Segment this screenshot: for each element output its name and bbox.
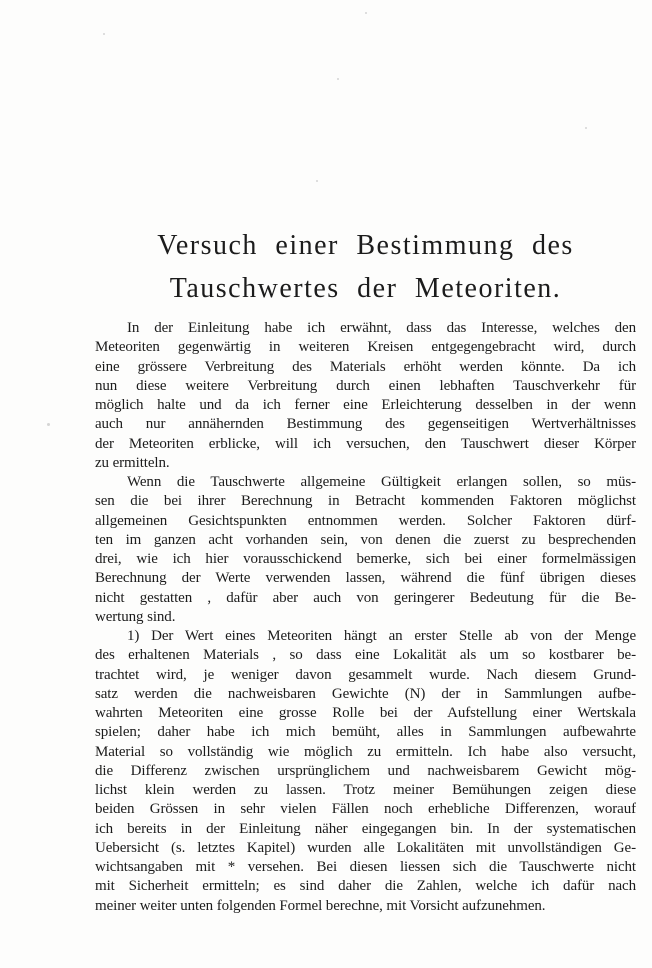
text-line: Meteoriten gegenwärtig in weiteren Kreisen entgegengebracht wird, durch xyxy=(95,339,636,356)
scan-speck xyxy=(316,180,318,182)
text-line: des erhaltenen Materials , so dass eine Lokalität als um so kostbarer be- xyxy=(95,647,636,664)
text-line: In der Einleitung habe ich erwähnt, dass das Interesse, welches den xyxy=(127,320,636,336)
text-line: sen die bei ihrer Berechnung in Betracht kommenden Faktoren möglichst xyxy=(95,493,636,510)
scan-speck xyxy=(337,78,339,80)
text-line: eine grössere Verbreitung des Materials erhöht werden könnte. Da ich xyxy=(95,358,636,375)
text-line: wichtsangaben mit * versehen. Bei diesen liessen sich die Tauschwerte nicht xyxy=(95,859,636,875)
text-line: Uebersicht (s. letztes Kapitel) wurden alle Lokalitäten mit unvollständigen Ge- xyxy=(95,839,636,856)
page-title-line2: Tauschwertes der Meteoriten. xyxy=(169,273,562,304)
text-line: Material so vollständig wie möglich zu ermitteln. Ich habe also versucht, xyxy=(95,743,636,760)
text-line: Berechnung der Werte verwenden lassen, während die fünf übrigen dieses xyxy=(95,570,636,587)
scan-speck xyxy=(103,33,105,35)
text-line: Wenn die Tauschwerte allgemeine Gültigkeit erlangen sollen, so müs- xyxy=(127,474,636,490)
text-line: mit Sicherheit ermitteln; es sind daher die Zahlen, welche ich dafür nach xyxy=(95,878,636,895)
text-line: die Differenz zwischen ursprünglichem und nachweisbarem Gewicht mög- xyxy=(95,762,636,779)
scan-speck xyxy=(47,423,50,426)
text-line: drei, wie ich hier vorausschickend bemerke, sich bei einer formelmässigen xyxy=(95,551,636,567)
text-line: auch nur annähernden Bestimmung des gegenseitigen Wertverhältnisses xyxy=(95,416,636,433)
page-title xyxy=(95,224,636,310)
text-line: nun diese weitere Verbreitung durch einen lebhaften Tauschverkehr für xyxy=(95,377,636,394)
text-line: lichst klein werden zu lassen. Trotz meiner Bemühungen zeigen diese xyxy=(95,782,636,798)
text-line: wertung sind. xyxy=(95,608,176,625)
text-line: beiden Grössen in sehr vielen Fällen noch erhebliche Differenzen, worauf xyxy=(95,801,636,818)
text-line: trachtet wird, je weniger davon gesammelt wurde. Nach diesem Grund- xyxy=(95,666,636,683)
text-line: ten im ganzen acht vorhanden sein, von denen die zuerst zu besprechenden xyxy=(95,531,636,548)
page-title-line1: Versuch einer Bestimmung des xyxy=(157,230,574,261)
text-line: allgemeinen Gesichtspunkten entnommen werden. Solcher Faktoren dürf- xyxy=(95,512,636,529)
paragraph xyxy=(95,627,636,916)
text-line: zu ermitteln. xyxy=(95,454,170,471)
scan-speck xyxy=(585,127,587,129)
text-line: satz werden die nachweisbaren Gewichte (N) der in Sammlungen aufbe- xyxy=(95,685,636,702)
paragraph xyxy=(95,319,636,473)
paragraph xyxy=(95,473,636,627)
text-line: ich bereits in der Einleitung näher eingegangen bin. In der systematischen xyxy=(95,820,636,837)
text-line: der Meteoriten erblicke, will ich versuchen, den Tauschwert dieser Körper xyxy=(95,435,636,452)
text-line: meiner weiter unten folgenden Formel berechne, mit Vorsicht aufzunehmen. xyxy=(95,897,546,914)
text-block xyxy=(95,224,636,916)
text-line: spielen; daher habe ich mich bemüht, alles in Sammlungen aufbewahrte xyxy=(95,724,636,741)
text-line: wahrten Meteoriten eine grosse Rolle bei der Aufstellung einer Wertskala xyxy=(95,705,636,721)
text-line: nicht gestatten , dafür aber auch von geringerer Bedeutung für die Be- xyxy=(95,589,636,606)
text-line: 1) Der Wert eines Meteoriten hängt an erster Stelle ab von der Menge xyxy=(127,628,636,644)
text-line: möglich halte und da ich ferner eine Erleichterung desselben in der wenn xyxy=(95,397,636,413)
scan-speck xyxy=(365,12,367,14)
body-text xyxy=(95,319,636,916)
